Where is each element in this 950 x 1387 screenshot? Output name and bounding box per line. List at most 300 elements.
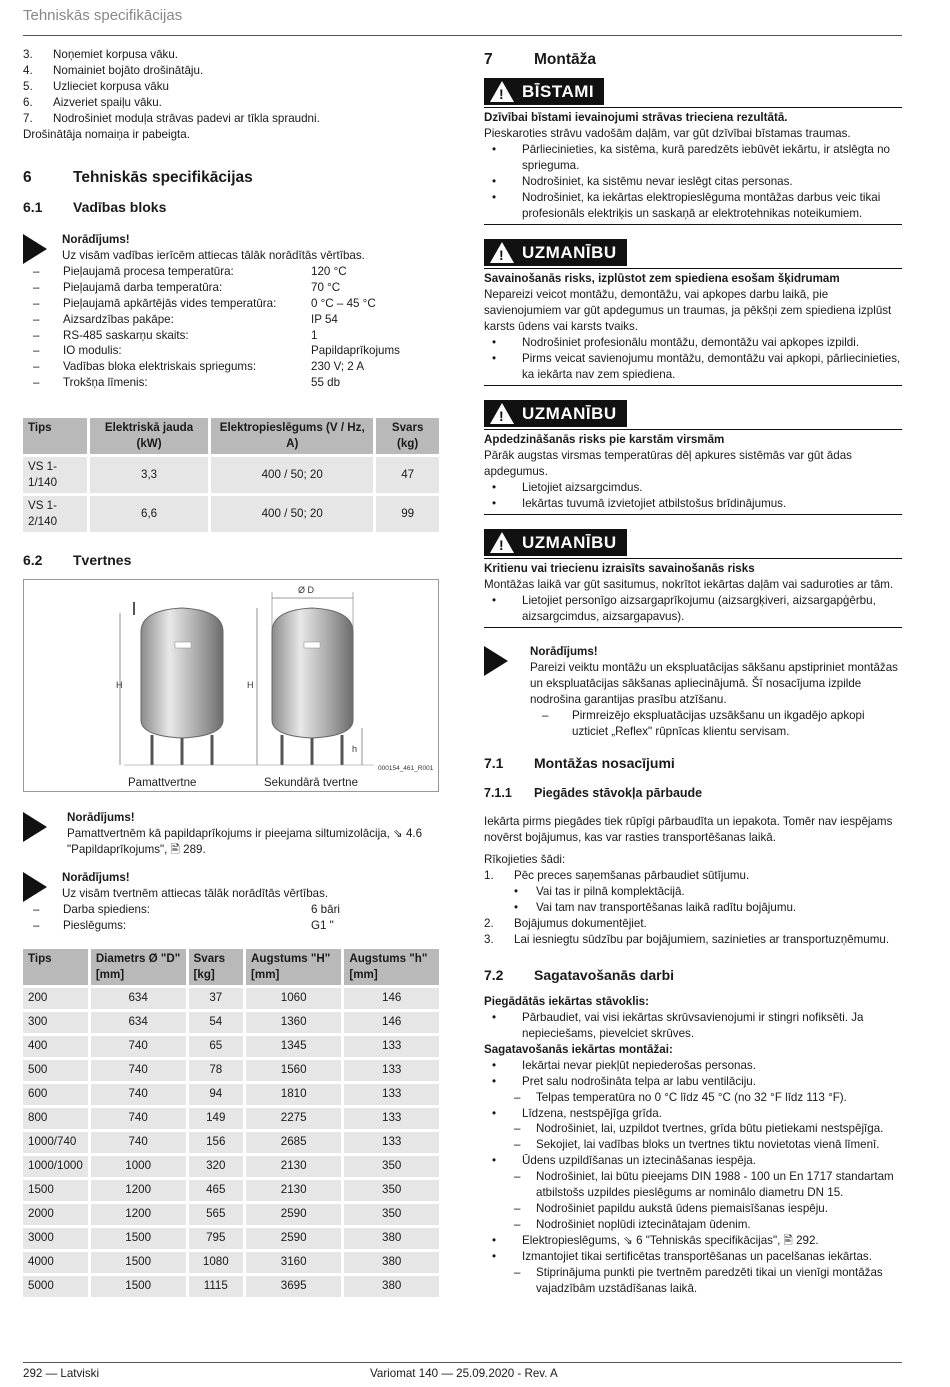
control-unit-values <box>21 264 439 392</box>
value-row <box>21 296 439 312</box>
table-cell: 94 <box>189 1084 244 1105</box>
bullet: • <box>492 1250 497 1264</box>
table-cell: 500 <box>23 1060 88 1081</box>
table-cell: 800 <box>23 1108 88 1129</box>
table-cell: 1000 <box>91 1156 186 1177</box>
dash: – <box>33 376 40 390</box>
delivery-steps <box>484 868 902 948</box>
subitem-text: Nodrošiniet, lai, uzpildot tvertnes, grīda būtu pietiekami nestspējīga. <box>536 1122 884 1136</box>
section-title: Montāžas nosacījumi <box>534 754 675 771</box>
table-header: Augstums "H" [mm] <box>246 949 341 985</box>
table-header: Elektropieslēgums (V / Hz, A) <box>211 418 373 454</box>
table-cell: 380 <box>344 1252 439 1273</box>
step-number: 4. <box>23 63 33 77</box>
table-cell: 2130 <box>246 1180 341 1201</box>
prep-item <box>484 1058 902 1074</box>
prep-text: Izmantojiet tikai sertificētas transportēšanas un pacelšanas iekārtas. <box>522 1250 872 1264</box>
dash: – <box>514 1138 521 1152</box>
prep-subitem <box>484 1217 902 1233</box>
dash: – <box>33 312 40 326</box>
subitem-text: Sekojiet, lai vadības bloks un tvertnes tiktu novietotas vienā līmenī. <box>536 1138 880 1152</box>
prep-subitem <box>484 1121 902 1137</box>
warning-body <box>484 287 902 386</box>
dash: – <box>33 918 40 932</box>
step-item <box>23 63 439 79</box>
warning-text: Nepareizi veicot montāžu, demontāžu, vai apkopes darbu laikā, pie savienojumiem var gūt apdegumus un traumas, ja pēkšņi zem spiediena izplūst karsts ūdens vai karsts tvaiks. <box>484 288 892 334</box>
bullet-text: Iekārtas tuvumā izvietojiet atbilstošus brīdinājumus. <box>522 497 787 511</box>
table-row <box>23 1036 439 1057</box>
left-column <box>23 47 439 1300</box>
value-row <box>21 280 439 296</box>
value-text: 230 V; 2 A <box>311 360 365 374</box>
bullet-text: Pārliecinieties, ka sistēma, kurā paredzēts iebūvēt iekārtu, ir atslēgta no sprieguma. <box>522 143 890 173</box>
table-cell: 1000/740 <box>23 1132 88 1153</box>
value-label: Darba spiediens: <box>63 902 151 916</box>
table-cell: 380 <box>344 1276 439 1297</box>
value-row <box>21 359 439 375</box>
warning-body <box>484 577 902 628</box>
table-cell: 156 <box>189 1132 244 1153</box>
footer-doc: Variomat 140 — 25.09.2020 - Rev. A <box>370 1367 558 1380</box>
bullet: • <box>492 1058 497 1072</box>
section-6-1-heading <box>23 198 439 217</box>
table-header: Diametrs Ø "D" [mm] <box>91 949 186 985</box>
value-text: IP 54 <box>311 312 338 326</box>
warning-text: Pieskaroties strāvu vadošām daļām, var gūt dzīvībai bīstamas traumas. <box>484 127 851 141</box>
prep-text: Elektropieslēgums, ⇘ 6 "Tehniskās specifikācijas", 🖹 292. <box>522 1234 819 1248</box>
bullet: • <box>492 1074 497 1088</box>
value-row <box>21 264 439 280</box>
table-cell: 795 <box>189 1228 244 1249</box>
note-commissioning <box>484 644 902 740</box>
note-arrow-icon <box>23 234 47 264</box>
section-7-1-1-heading <box>484 785 902 802</box>
step-item <box>23 111 439 127</box>
step-number: 2. <box>484 917 494 931</box>
dash: – <box>514 1218 521 1232</box>
warnings <box>484 78 902 628</box>
state-title: Piegādātās iekārtas stāvoklis: <box>484 994 649 1008</box>
warning-label-text: BĪSTAMI <box>522 82 595 102</box>
bullet-text: Nodrošiniet profesionālu montāžu, demontāžu vai apkopes izpildi. <box>522 336 860 350</box>
dash: – <box>33 902 40 916</box>
bullet: • <box>492 143 497 157</box>
table-row <box>23 1012 439 1033</box>
table-cell: 65 <box>189 1036 244 1057</box>
warning-icon: ! <box>490 81 514 102</box>
dash: – <box>33 296 40 310</box>
table-row <box>23 1276 439 1297</box>
table-cell: 1115 <box>189 1276 244 1297</box>
warning-bullet <box>484 190 902 222</box>
note-title: Norādījums! <box>530 644 598 658</box>
table-cell: 740 <box>91 1060 186 1081</box>
dim-h-label: h <box>352 743 358 754</box>
bullet: • <box>492 497 497 511</box>
note-vessels <box>23 870 439 934</box>
delivery-paragraph: Iekārta pirms piegādes tiek rūpīgi pārbaudīta un iepakota. Tomēr nav iespējams novērst bojājumus, kas var rasties transportēšanas laikā. <box>484 815 893 845</box>
bullet-text: Lietojiet aizsargcimdus. <box>522 481 643 495</box>
value-label: Trokšņa līmenis: <box>63 376 148 390</box>
note-title: Norādījums! <box>62 232 130 246</box>
subitem-text: Stiprinājuma punkti pie tvertnēm paredzēti tikai un vienīgi montāžas vajadzībām uzstādīšanas laikā. <box>536 1266 883 1296</box>
note-text: Pamattvertnēm kā papildaprīkojums ir pieejama siltumizolācija, ⇘ 4.6 "Papildaprīkojums", 🖹 289. <box>67 826 423 856</box>
warning-text: Pārāk augstas virsmas temperatūras dēļ apkures sistēmās var gūt ādas apdegumus. <box>484 449 852 479</box>
warning-bullet <box>484 174 902 190</box>
vessel-drawing <box>24 580 438 791</box>
bullet-text: Nodrošiniet, ka sistēmu nevar ieslēgt citas personas. <box>522 175 793 189</box>
step-number: 3. <box>484 933 494 947</box>
table-cell: 2275 <box>246 1108 341 1129</box>
table-cell: 133 <box>344 1108 439 1129</box>
prep-subitem <box>484 1137 902 1153</box>
vessel-values <box>21 902 439 934</box>
step-number: 1. <box>484 869 494 883</box>
bullet-text: Nodrošiniet, ka iekārtas elektropieslēguma montāžas darbus veic tikai profesionāls elektriķis un saskaņā ar elektrotehnikas noteikumiem. <box>522 191 881 221</box>
table-header: Tips <box>23 949 88 985</box>
table-cell: 350 <box>344 1204 439 1225</box>
dash: – <box>33 264 40 278</box>
table-header: Augstums "h" [mm] <box>344 949 439 985</box>
table-cell: 2000 <box>23 1204 88 1225</box>
table-cell: 465 <box>189 1180 244 1201</box>
prep-item <box>484 1153 902 1169</box>
note-arrow-icon <box>23 812 47 842</box>
section-title: Tehniskās specifikācijas <box>73 168 253 186</box>
step-item <box>23 95 439 111</box>
value-text: 1 <box>311 328 318 342</box>
table-header: Tips <box>23 418 87 454</box>
control-unit-table <box>20 415 442 535</box>
table-cell: 6,6 <box>90 496 208 532</box>
note-dash-item: – Pirmreizējo ekspluatācijas uzsākšanu un ikgadējo apkopi uzticiet „Reflex" rūpnīcas klientu servisam. <box>542 708 865 738</box>
value-text: Papildaprīkojums <box>311 344 400 358</box>
warning-rule <box>484 268 902 269</box>
dash: – <box>514 1202 521 1216</box>
warning-block <box>484 239 902 386</box>
table-cell: 1080 <box>189 1252 244 1273</box>
warning-subtitle: Apdedzināšanās risks pie karstām virsmām <box>484 433 725 447</box>
prep-item <box>484 1233 902 1249</box>
warning-icon: ! <box>490 242 514 263</box>
step-item <box>484 868 902 884</box>
table-cell: 350 <box>344 1180 439 1201</box>
table-cell: VS 1-2/140 <box>23 496 87 532</box>
vessel-figure <box>23 579 439 792</box>
table-cell: 2590 <box>246 1228 341 1249</box>
note-intro: Uz visām vadības ierīcēm attiecas tālāk norādītās vērtības. <box>62 248 365 262</box>
note-arrow-icon <box>484 646 508 676</box>
warning-label-text: UZMANĪBU <box>522 243 617 263</box>
warning-text: Montāžas laikā var gūt sasitumus, nokrītot iekārtas daļām vai saduroties ar tām. <box>484 578 894 591</box>
note-intro: Uz visām tvertnēm attiecas tālāk norādītās vērtības. <box>62 886 329 900</box>
step-text: Lai iesniegtu sūdzību par bojājumiem, sazinieties ar transportuzņēmumu. <box>514 933 890 947</box>
value-label: IO modulis: <box>63 344 122 358</box>
table-cell: 300 <box>23 1012 88 1033</box>
section-title: Vadības bloks <box>73 199 167 216</box>
step-number: 6. <box>23 95 33 109</box>
table-row <box>23 1180 439 1201</box>
warning-rule <box>484 429 902 430</box>
warning-label-text: UZMANĪBU <box>522 532 617 552</box>
running-header: Tehniskās specifikācijas <box>23 7 183 24</box>
table-cell: 740 <box>91 1108 186 1129</box>
table-cell: 565 <box>189 1204 244 1225</box>
section-number: 7 <box>484 51 493 68</box>
table-cell: 350 <box>344 1156 439 1177</box>
prep-text: Līdzena, nestspējīga grīda. <box>522 1106 662 1120</box>
table-cell: 1500 <box>91 1252 186 1273</box>
warning-bullet <box>484 480 902 496</box>
warning-bullet <box>484 335 902 351</box>
prep-text: Pret salu nodrošināta telpa ar labu ventilāciju. <box>522 1074 756 1088</box>
table-cell: 78 <box>189 1060 244 1081</box>
dash: – <box>514 1122 521 1136</box>
value-row <box>21 328 439 344</box>
bullet-text: Lietojiet personīgo aizsargaprīkojumu (aizsargķiveri, aizsargapģērbu, aizsargcimdus, aizsargapavus). <box>522 593 876 623</box>
table-cell: 400 <box>23 1036 88 1057</box>
procedure-intro: Rīkojieties šādi: <box>484 853 566 867</box>
table-cell: 1500 <box>91 1228 186 1249</box>
table-cell: 1000/1000 <box>23 1156 88 1177</box>
fuse-steps <box>23 47 439 127</box>
step-text: Uzlieciet korpusa vāku <box>53 79 169 93</box>
footer-divider <box>23 1362 902 1363</box>
header-divider <box>23 35 902 36</box>
table-header: Svars (kg) <box>376 418 439 454</box>
table-row <box>23 496 439 532</box>
section-title: Piegādes stāvokļa pārbaude <box>534 786 703 801</box>
table-cell: 400 / 50; 20 <box>211 457 373 493</box>
table-cell: 400 / 50; 20 <box>211 496 373 532</box>
table-cell: 1560 <box>246 1060 341 1081</box>
table-header: Svars [kg] <box>189 949 244 985</box>
table-cell: 740 <box>91 1132 186 1153</box>
section-number: 6 <box>23 168 32 186</box>
section-7-2-heading <box>484 966 902 985</box>
step-item <box>23 47 439 63</box>
table-cell: 3160 <box>246 1252 341 1273</box>
table-cell: 133 <box>344 1084 439 1105</box>
table-cell: 600 <box>23 1084 88 1105</box>
table-cell: 1500 <box>91 1276 186 1297</box>
value-text: 6 bāri <box>311 902 341 916</box>
table-cell: 133 <box>344 1060 439 1081</box>
footer-page: 292 — Latviski <box>23 1367 100 1380</box>
dash: – <box>33 328 40 342</box>
table-cell: 3695 <box>246 1276 341 1297</box>
step-number: 7. <box>23 111 33 125</box>
value-row <box>21 902 439 918</box>
table-cell: 133 <box>344 1036 439 1057</box>
table-cell: 146 <box>344 988 439 1009</box>
prep-text: Iekārtai nevar piekļūt nepiederošas personas. <box>522 1058 756 1072</box>
vessel-table <box>20 946 442 1300</box>
step-subitem <box>484 884 902 900</box>
bullet: • <box>492 336 497 350</box>
table-cell: 2685 <box>246 1132 341 1153</box>
table-row <box>23 1156 439 1177</box>
prep-item <box>484 1249 902 1265</box>
table-cell: 146 <box>344 1012 439 1033</box>
value-row <box>21 312 439 328</box>
warning-label <box>484 239 627 266</box>
bullet: • <box>492 352 497 366</box>
table-cell: 1060 <box>246 988 341 1009</box>
warning-block <box>484 400 902 515</box>
table-cell: 634 <box>91 1012 186 1033</box>
warning-rule <box>484 558 902 559</box>
value-row <box>21 375 439 391</box>
section-number: 6.2 <box>23 552 43 569</box>
table-row <box>23 1252 439 1273</box>
table-cell: 200 <box>23 988 88 1009</box>
table-cell: 47 <box>376 457 439 493</box>
value-text: 0 °C – 45 °C <box>311 296 376 310</box>
bullet: • <box>492 481 497 495</box>
caption-primary-vessel: Pamattvertne <box>128 776 197 789</box>
section-7-heading <box>484 49 902 70</box>
table-cell: 320 <box>189 1156 244 1177</box>
subitem-text: Vai tas ir pilnā komplektācijā. <box>536 885 685 899</box>
value-text: 120 °C <box>311 264 347 278</box>
table-row <box>23 457 439 493</box>
table-cell: 1810 <box>246 1084 341 1105</box>
table-cell: 1345 <box>246 1036 341 1057</box>
value-row <box>21 918 439 934</box>
note-title: Norādījums! <box>67 810 135 824</box>
table-row <box>23 1060 439 1081</box>
table-cell: 634 <box>91 988 186 1009</box>
value-label: Aizsardzības pakāpe: <box>63 312 174 326</box>
bullet: • <box>492 1154 497 1168</box>
dash: – <box>514 1266 521 1280</box>
prep-item <box>484 1074 902 1090</box>
prep-item <box>484 1106 902 1122</box>
section-title: Sagatavošanās darbi <box>534 967 675 984</box>
step-subitem <box>484 900 902 916</box>
subitem-text: Nodrošiniet noplūdi iztecinātajam ūdenim. <box>536 1218 751 1232</box>
dash: – <box>33 344 40 358</box>
bullet: • <box>492 191 497 205</box>
value-label: Vadības bloka elektriskais spriegums: <box>63 360 257 374</box>
dim-H-label: H <box>247 679 254 690</box>
note-text: Pareizi veiktu montāžu un ekspluatācijas sākšanu apstipriniet montāžas un ekspluatācijas sākšanas apliecinājumā. Šī nosacījuma izpilde nodrošina garantijas prasību atzīšanu. <box>530 660 898 706</box>
table-cell: 1360 <box>246 1012 341 1033</box>
state-bullet: • Pārbaudiet, vai visi iekārtas skrūvsavienojumi ir stingri nofiksēti. Ja nepieciešams, pievelciet skrūves. <box>492 1010 864 1040</box>
section-number: 7.1.1 <box>484 786 512 801</box>
step-item <box>484 932 902 948</box>
table-cell: 1200 <box>91 1180 186 1201</box>
section-number: 7.2 <box>484 967 504 984</box>
prep-list <box>484 1058 902 1298</box>
value-text: G1 " <box>311 918 334 932</box>
section-6-2-heading <box>23 551 439 570</box>
note-title: Norādījums! <box>62 870 130 884</box>
bullet: • <box>492 593 497 607</box>
section-7-1-heading <box>484 754 902 773</box>
warning-bullet <box>484 593 902 625</box>
table-cell: 54 <box>189 1012 244 1033</box>
step-text: Nodrošiniet moduļa strāvas padevi ar tīkla spraudni. <box>53 111 320 125</box>
prep-subitem <box>484 1090 902 1106</box>
section-number: 7.1 <box>484 754 504 771</box>
bullet: • <box>492 175 497 189</box>
warning-label-text: UZMANĪBU <box>522 403 617 423</box>
note-control-unit <box>23 232 439 392</box>
value-row <box>21 343 439 359</box>
table-cell: 4000 <box>23 1252 88 1273</box>
dim-D-label: Ø D <box>298 584 315 595</box>
bullet: • <box>492 1234 497 1248</box>
warning-block <box>484 529 902 628</box>
table-row <box>23 1108 439 1129</box>
table-row <box>23 988 439 1009</box>
value-text: 70 °C <box>311 280 341 294</box>
warning-body <box>484 126 902 225</box>
fuse-done-text: Drošinātāja nomaiņa ir pabeigta. <box>23 127 190 141</box>
step-item <box>484 916 902 932</box>
value-label: Pieļaujamā procesa temperatūra: <box>63 264 234 278</box>
step-text: Pēc preces saņemšanas pārbaudiet sūtījumu. <box>514 869 750 883</box>
dim-H-label: H <box>116 679 123 690</box>
warning-rule <box>484 107 902 108</box>
table-cell: 99 <box>376 496 439 532</box>
prep-title: Sagatavošanās iekārtas montāžai: <box>484 1042 673 1056</box>
value-label: Pieļaujamā apkārtējās vides temperatūra: <box>63 296 277 310</box>
warning-block <box>484 78 902 225</box>
section-number: 6.1 <box>23 199 43 216</box>
table-cell: VS 1-1/140 <box>23 457 87 493</box>
right-column <box>484 47 902 1297</box>
step-item <box>23 79 439 95</box>
subitem-text: Vai tam nav transportēšanas laikā radītu bojājumu. <box>536 901 797 915</box>
bullet: • <box>492 1106 497 1120</box>
table-cell: 149 <box>189 1108 244 1129</box>
section-6-heading <box>23 167 439 188</box>
value-label: Pieļaujamā darba temperatūra: <box>63 280 223 294</box>
prep-subitem <box>484 1169 902 1201</box>
warning-subtitle: Savainošanās risks, izplūstot zem spiediena esošam šķidrumam <box>484 272 840 286</box>
step-text: Aizveriet spaiļu vāku. <box>53 95 162 109</box>
note-arrow-icon <box>23 872 47 902</box>
step-text: Bojājumus dokumentējiet. <box>514 917 647 931</box>
table-row <box>23 1132 439 1153</box>
table-cell: 5000 <box>23 1276 88 1297</box>
warning-bullet <box>484 496 902 512</box>
table-cell: 3000 <box>23 1228 88 1249</box>
note-insulation <box>23 810 439 858</box>
step-number: 5. <box>23 79 33 93</box>
bullet: • <box>514 901 519 915</box>
table-cell: 380 <box>344 1228 439 1249</box>
prep-subitem <box>484 1201 902 1217</box>
prep-text: Ūdens uzpildīšanas un iztecināšanas iespēja. <box>522 1154 756 1168</box>
step-text: Noņemiet korpusa vāku. <box>53 48 179 61</box>
dash: – <box>514 1170 521 1184</box>
table-cell: 1200 <box>91 1204 186 1225</box>
warning-subtitle: Dzīvībai bīstami ievainojumi strāvas trieciena rezultātā. <box>484 111 788 125</box>
table-cell: 1500 <box>23 1180 88 1201</box>
warning-body <box>484 448 902 515</box>
table-cell: 133 <box>344 1132 439 1153</box>
table-cell: 740 <box>91 1036 186 1057</box>
table-cell: 2130 <box>246 1156 341 1177</box>
subitem-text: Telpas temperatūra no 0 °C līdz 45 °C (no 32 °F līdz 113 °F). <box>536 1090 847 1104</box>
table-row <box>23 1228 439 1249</box>
figure-code: 000154_461_R001 <box>378 764 434 772</box>
table-cell: 2590 <box>246 1204 341 1225</box>
